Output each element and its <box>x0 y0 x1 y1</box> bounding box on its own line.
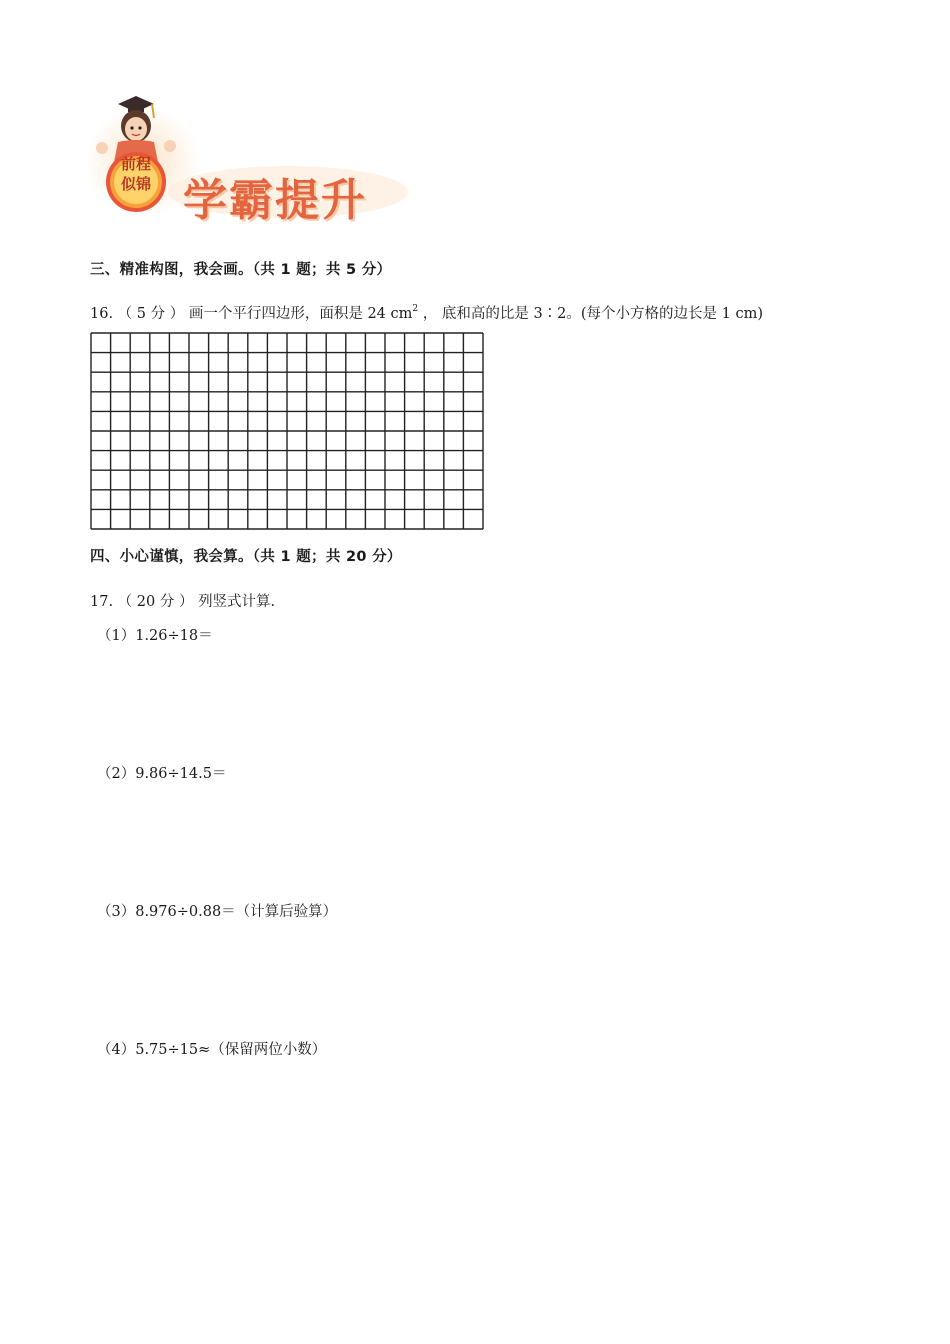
question-16-text-a: 画一个平行四边形，面积是 24 cm <box>188 306 413 322</box>
question-16-number: 16. <box>90 306 114 322</box>
question-17 <box>90 590 275 611</box>
question-17-part-4: （4）5.75÷15≈（保留两位小数） <box>97 1042 327 1058</box>
question-16-sup: 2 <box>412 304 419 314</box>
question-17-score: （ 20 分 ） <box>117 594 194 610</box>
drawing-grid[interactable] <box>90 332 485 530</box>
question-17-part-3: （3）8.976÷0.88＝（计算后验算） <box>97 904 338 920</box>
question-16-score: （ 5 分 ） <box>117 306 185 322</box>
question-17-part-1: （1）1.26÷18＝ <box>97 628 213 644</box>
question-16 <box>90 302 763 323</box>
section-3-title: 三、精准构图，我会画。（共 1 题；共 5 分） <box>90 262 392 278</box>
question-16-text-b: ， 底和高的比是 3∶2。(每个小方格的边长是 1 cm) <box>422 306 764 322</box>
section-4-title: 四、小心谨慎，我会算。（共 1 题；共 20 分） <box>90 549 402 565</box>
question-17-part-2: （2）9.86÷14.5＝ <box>97 766 227 782</box>
question-17-number: 17. <box>90 594 114 610</box>
banner-badge-text: 前程似锦 <box>120 155 151 193</box>
banner <box>88 92 408 226</box>
question-17-text: 列竖式计算. <box>198 594 276 610</box>
banner-title: 学霸提升 <box>183 175 367 226</box>
